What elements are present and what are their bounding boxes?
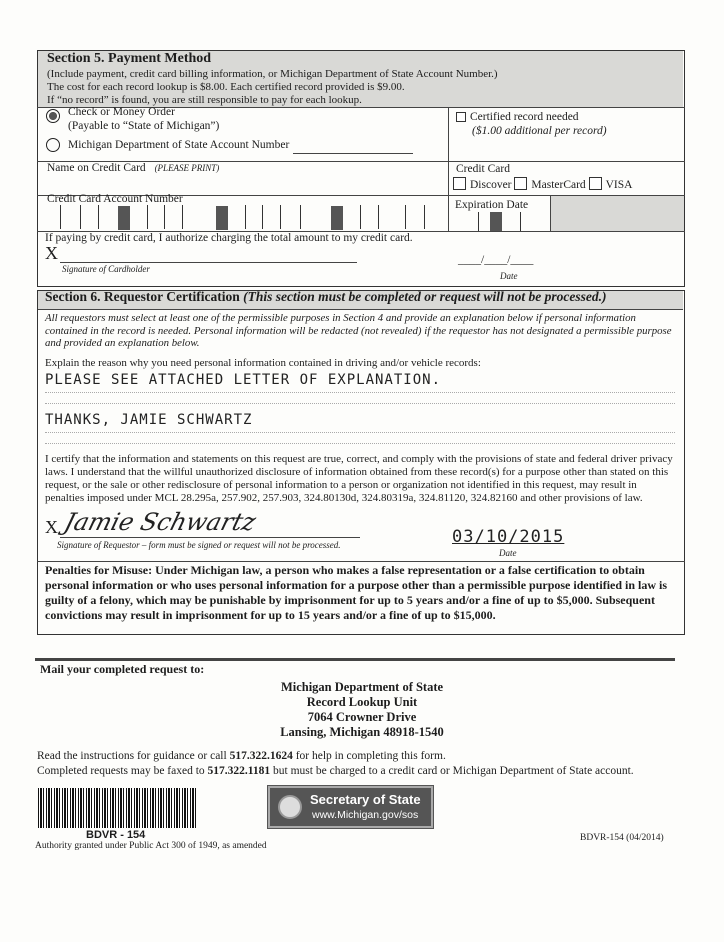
certified-label: Certified record needed bbox=[470, 111, 579, 123]
form-id: BDVR-154 (04/2014) bbox=[580, 833, 664, 843]
certified-note: ($1.00 additional per record) bbox=[472, 125, 607, 137]
handwritten-explanation-line-1[interactable]: PLEASE SEE ATTACHED LETTER OF EXPLANATION. bbox=[45, 372, 442, 388]
mastercard-checkbox[interactable] bbox=[514, 177, 527, 190]
credit-card-label: Credit Card bbox=[456, 163, 510, 175]
cardholder-signature-field[interactable] bbox=[60, 262, 357, 263]
section-5-note: (Include payment, credit card billing information, or Michigan Department of State Account Number.) bbox=[47, 68, 498, 80]
help-text: Read the instructions for guidance or call 517.322.1624 for help in completing this form. bbox=[37, 750, 446, 762]
logo-title: Secretary of State bbox=[310, 792, 421, 807]
explain-label: Explain the reason why you need personal information contained in driving and/or vehicle records: bbox=[45, 357, 481, 369]
fax-text: Completed requests may be faxed to 517.322.1181 but must be charged to a credit card or Michigan Department of State account. bbox=[37, 765, 634, 777]
requestor-signature[interactable]: Jamie Schwartz bbox=[61, 508, 259, 536]
address-line-1: Michigan Department of State bbox=[280, 680, 444, 694]
account-number-field[interactable] bbox=[293, 153, 413, 154]
mastercard-label: MasterCard bbox=[531, 179, 586, 191]
expiration-date-label: Expiration Date bbox=[455, 199, 529, 211]
account-number-label: Michigan Department of State Account Number bbox=[68, 139, 290, 151]
requestor-signature-label: Signature of Requestor – form must be signed or request will not be processed. bbox=[57, 540, 341, 550]
section-6-title: Section 6. Requestor Certification (This section must be completed or request will not be processed.) bbox=[45, 289, 607, 304]
address-line-2: Record Lookup Unit bbox=[306, 695, 418, 709]
check-payable-note: (Payable to “State of Michigan”) bbox=[68, 120, 220, 132]
section-6-intro: All requestors must select at least one of the permissible purposes in Section 4 and provide an explanation below if personal information contained in the record is needed. Personal information will be redacted (not revealed) if the requestor has not designated a permissible purpose and provided an explanation below. bbox=[45, 312, 672, 349]
help-phone[interactable]: 517.322.1624 bbox=[229, 750, 293, 762]
section-5-title: Section 5. Payment Method bbox=[47, 51, 212, 66]
section-6-title-note: (This section must be completed or request will not be processed.) bbox=[243, 289, 607, 304]
cardholder-date-label: Date bbox=[500, 271, 518, 281]
certification-text: I certify that the information and statements on this request are true, correct, and comply with the provisions of state and federal driver privacy laws. I understand that the willful unauthorized disclosure of information obtained from these record(s) for a purpose other than stated on this request, or the sale or other redisclosure of personal information to a person or organization not identified in this request, may result in penalties imposed under MCL 28.295a, 257.902, 257.903, 324.80130d, 324.80319a, 324.81120, 324.82160 and other provisions of law. bbox=[45, 453, 673, 504]
discover-label: Discover bbox=[470, 179, 512, 191]
section-5-no-record: If “no record” is found, you are still responsible to pay for each lookup. bbox=[47, 94, 362, 106]
barcode-text: BDVR - 154 bbox=[86, 829, 146, 841]
account-number-radio[interactable] bbox=[46, 138, 60, 152]
handwritten-explanation-line-2[interactable]: THANKS, JAMIE SCHWARTZ bbox=[45, 412, 253, 428]
mail-heading: Mail your completed request to: bbox=[40, 662, 205, 676]
address-line-3: 7064 Crowner Drive bbox=[307, 710, 417, 724]
certified-checkbox[interactable] bbox=[456, 112, 466, 122]
authority-text: Authority granted under Public Act 300 of 1949, as amended bbox=[35, 841, 267, 851]
account-number-field-label: Credit Card Account Number bbox=[47, 193, 183, 205]
requestor-date-label: Date bbox=[499, 548, 517, 558]
requestor-date[interactable]: 03/10/2015 bbox=[452, 527, 565, 547]
card-type-options bbox=[453, 177, 632, 191]
check-money-order-radio[interactable] bbox=[46, 109, 60, 123]
state-seal-icon bbox=[278, 795, 302, 819]
check-money-order-label: Check or Money Order bbox=[68, 106, 175, 118]
divider bbox=[35, 658, 675, 661]
visa-checkbox[interactable] bbox=[589, 177, 602, 190]
fax-phone[interactable]: 517.322.1181 bbox=[207, 765, 271, 777]
authorize-text: If paying by credit card, I authorize charging the total amount to my credit card. bbox=[45, 232, 413, 244]
certified-record-option[interactable] bbox=[456, 111, 579, 123]
logo-url[interactable]: www.Michigan.gov/sos bbox=[312, 809, 419, 821]
barcode bbox=[38, 788, 196, 828]
discover-checkbox[interactable] bbox=[453, 177, 466, 190]
please-print-hint: (PLEASE PRINT) bbox=[154, 163, 220, 173]
requestor-sign-x: X bbox=[45, 517, 58, 537]
visa-label: VISA bbox=[605, 179, 633, 191]
cardholder-date-field[interactable]: ____/____/____ bbox=[458, 254, 534, 266]
cardholder-sign-x: X bbox=[45, 243, 58, 263]
secretary-of-state-logo bbox=[268, 786, 433, 828]
address-line-4: Lansing, Michigan 48918-1540 bbox=[280, 725, 444, 739]
name-on-card-label: Name on Credit Card bbox=[47, 162, 146, 174]
name-on-card-field[interactable] bbox=[47, 162, 219, 174]
penalties-for-misuse: Penalties for Misuse: Under Michigan law, a person who makes a false representation or a false certification to obtain personal information or who uses personal information for a purpose other than a permissible purpose identified in law is guilty of a felony, which may be punishable by imprisonment for up to 5 years and/or a fine of up to $5,000. Subsequent convictions may result in imprisonment for up to 15 years and/or a fine of up to $15,000. bbox=[45, 563, 668, 622]
cardholder-signature-label: Signature of Cardholder bbox=[62, 264, 150, 274]
section-5-cost: The cost for each record lookup is $8.00. Each certified record provided is $9.00. bbox=[47, 81, 405, 93]
